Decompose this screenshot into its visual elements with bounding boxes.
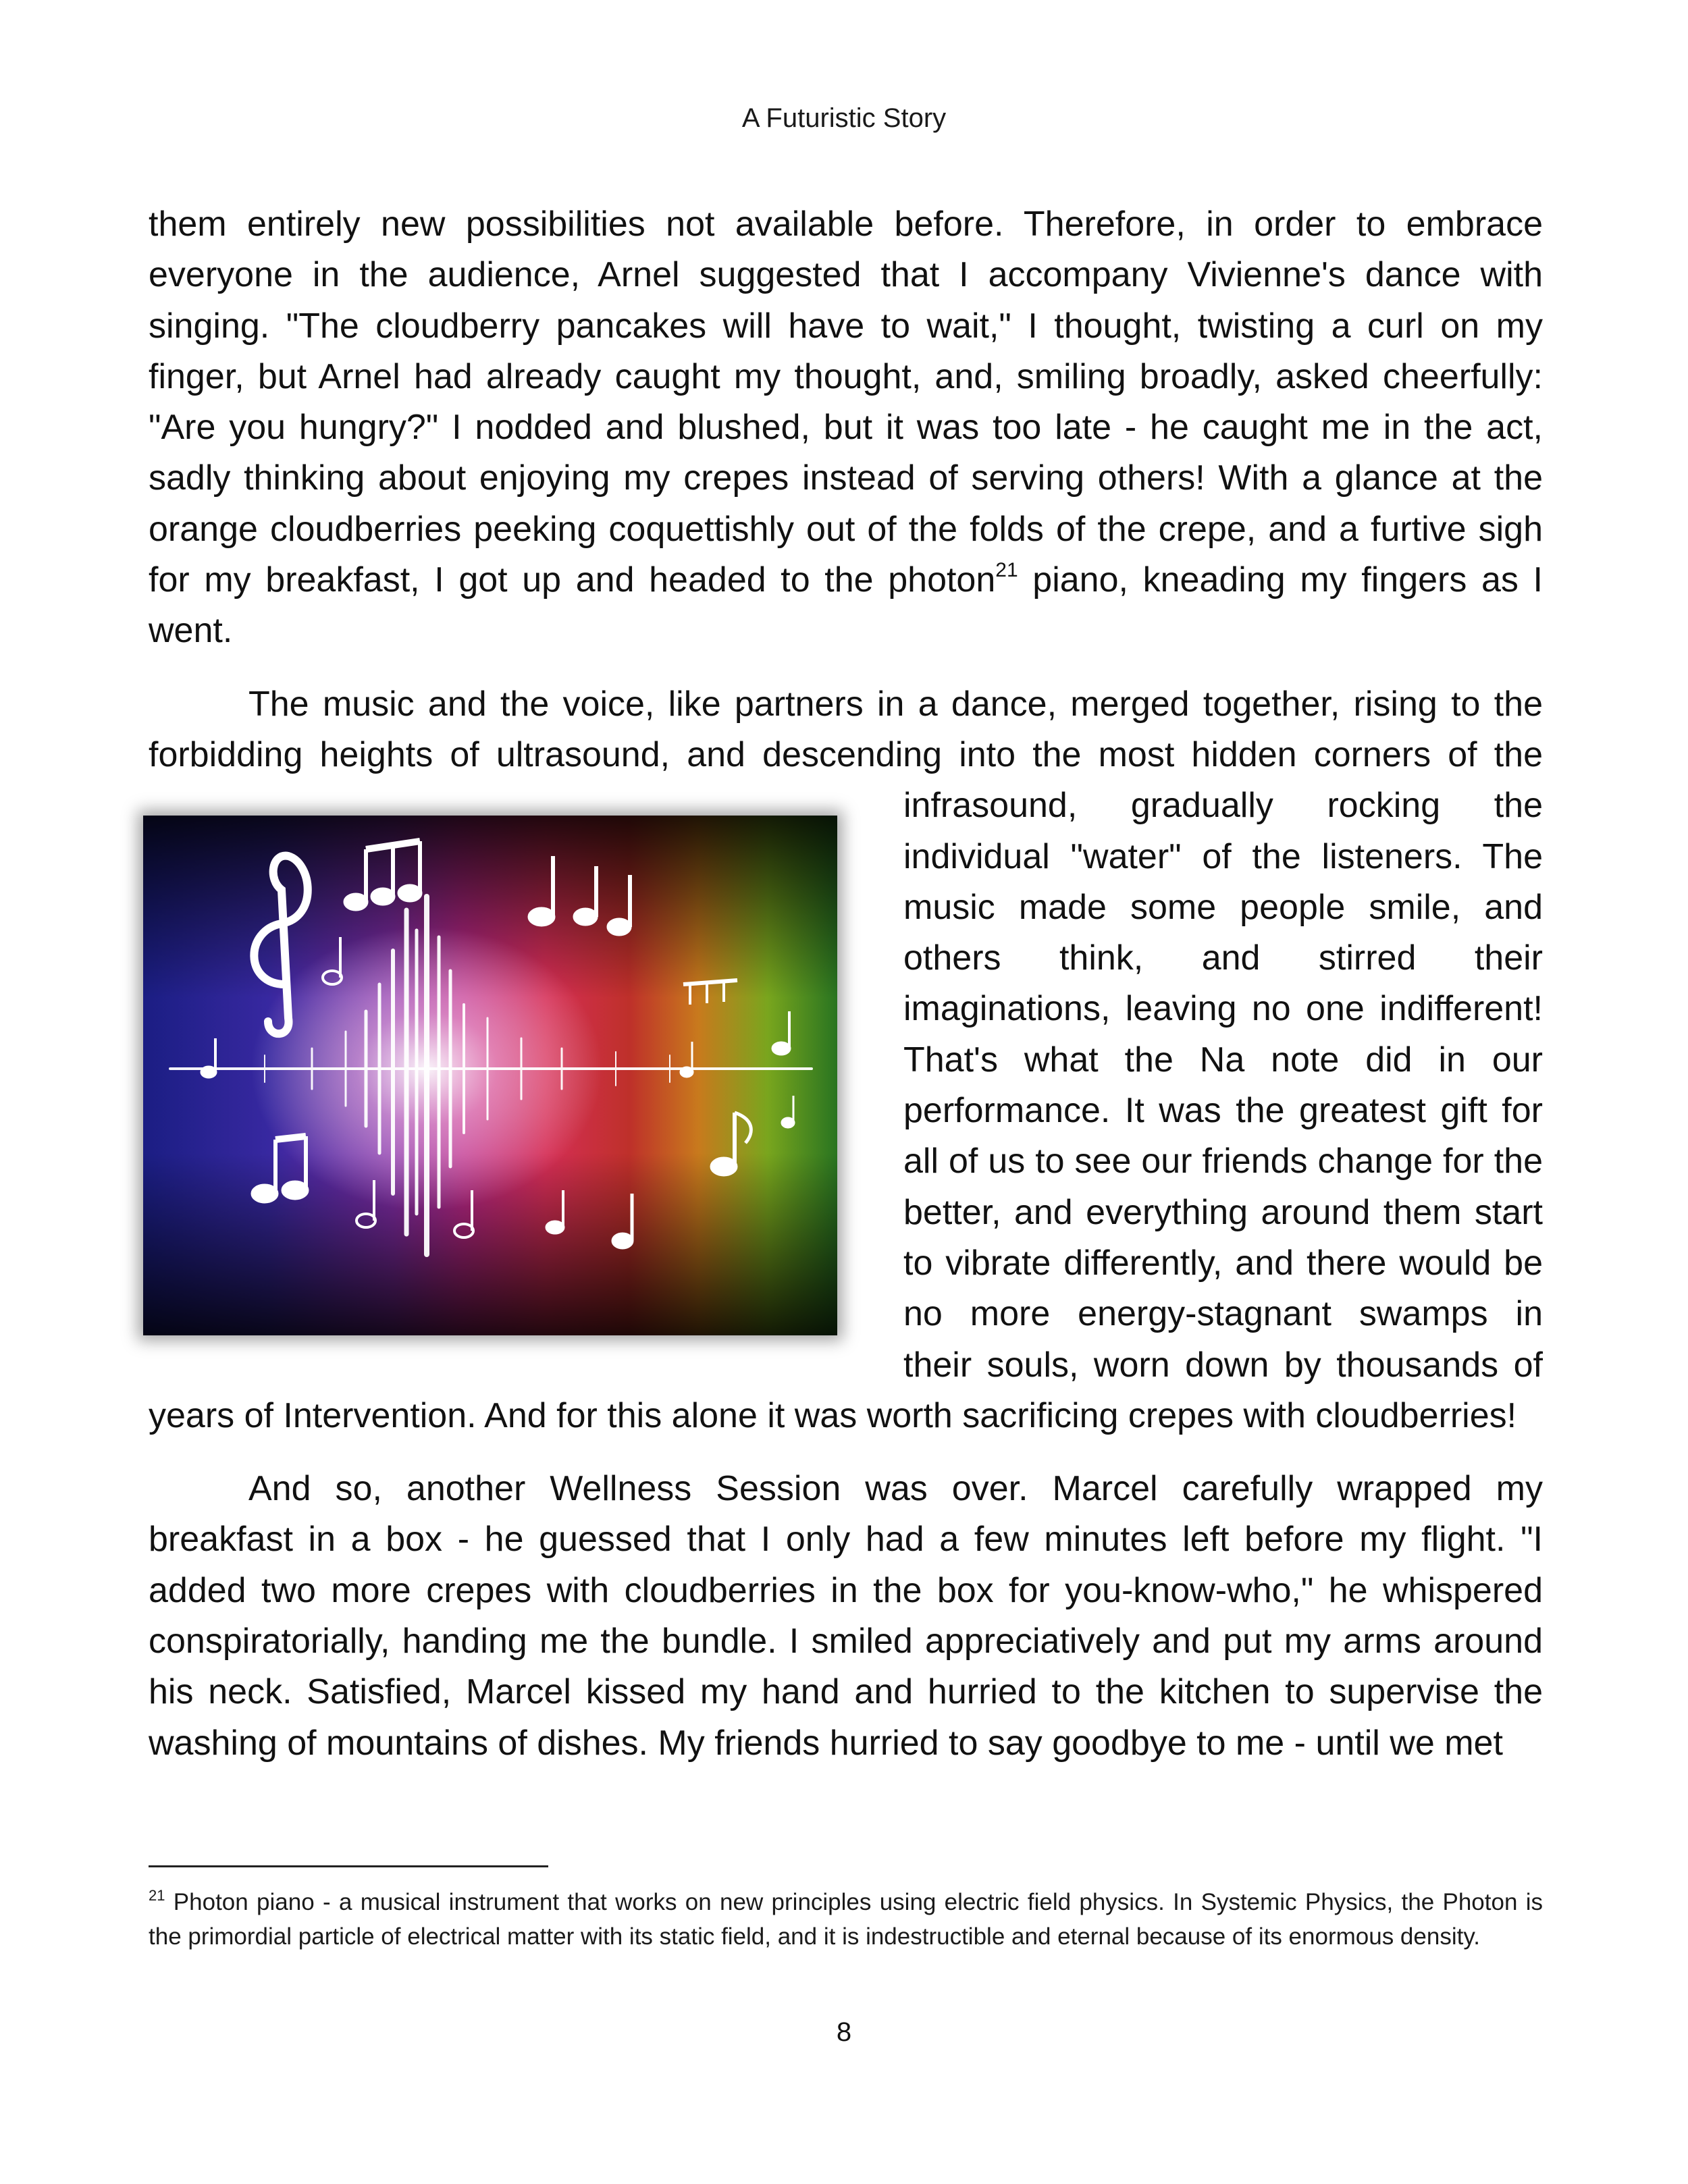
paragraph-1 [149, 199, 1543, 657]
footnote-divider [149, 1865, 548, 1867]
paragraph-1-text-b: piano, kneading my fingers as I went. [149, 560, 1543, 651]
paragraph-2-wrap: infrasound, gradually rocking the individual "water" of the listeners. The music made some people smile, and others think, and stirred their imaginations, leaving no one indifferent! That's what the Na note did in our performance. It was the greatest gift for all of us to see our friends change for the better, and everything around them start to vibrate differently, and there would be no more energy-stagnant swamps in their souls, worn down by thousands of years of Intervention. And for this alone it was worth sacrificing crepes with cloudberries! [149, 786, 1543, 1435]
footnote-reference[interactable]: 21 [995, 559, 1018, 582]
footnote-text: Photon piano - a musical instrument that works on new principles using electric field physics. In Systemic Physics, the Photon is the primordial particle of electrical matter with its static field, and it is indestructible and eternal because of its enormous density. [149, 1889, 1543, 1950]
body-text [149, 199, 1543, 1769]
paragraph-2-lead: The music and the voice, like partners in a dance, merged together, rising to the forbidding heights of ultrasound, and descending into the most hidden corners of the [149, 684, 1543, 774]
paragraph-3: And so, another Wellness Session was over. Marcel carefully wrapped my breakfast in a box - he guessed that I only had a few minutes left before my flight. "I added two more crepes with cloudberries in the box for you-know-who," he whispered conspiratorially, handing me the bundle. I smiled appreciatively and put my arms around his neck. Satisfied, Marcel kissed my hand and hurried to the kitchen to supervise the washing of mountains of dishes. My friends hurried to say goodbye to me - until we met [149, 1469, 1543, 1763]
music-notes-sound-wave-image [143, 816, 837, 1335]
paragraph-2 [149, 679, 1543, 1441]
running-header: A Futuristic Story [741, 103, 947, 133]
footnote [149, 1885, 1543, 1954]
paragraph-1-text-a: them entirely new possibilities not available before. Therefore, in order to embrace everyone in the audience, Arnel suggested that I accompany Vivienne's dance with singing. "The cloudberry pancakes will have to wait," I thought, twisting a curl on my finger, but Arnel had already caught my thought, and, smiling broadly, asked cheerfully: "Are you hungry?" I nodded and blushed, but it was too late - he caught me in the act, sadly thinking about enjoying my crepes instead of serving others! With a glance at the orange cloudberries peeking coquettishly out of the folds of the crepe, and a furtive sigh for my breakfast, I got up and headed to the photon [149, 205, 1543, 600]
page-number: 8 [836, 2017, 852, 2047]
footnote-number: 21 [149, 1887, 165, 1904]
music-illustration [143, 787, 864, 1341]
